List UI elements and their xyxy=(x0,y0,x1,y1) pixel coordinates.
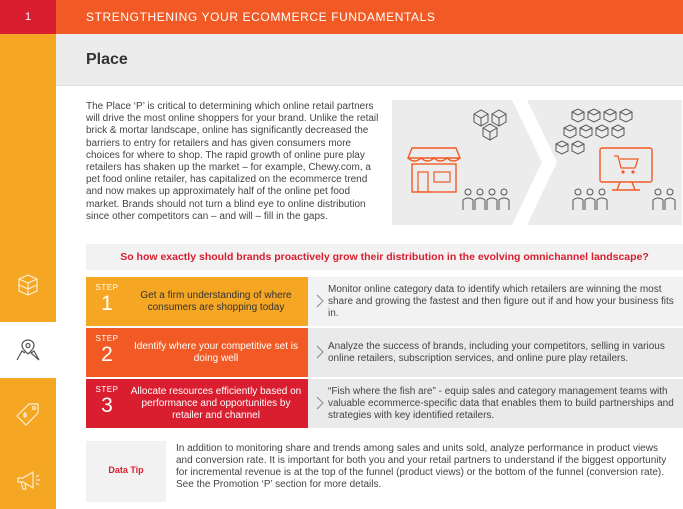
step-header xyxy=(86,328,308,377)
chevron-right-icon xyxy=(316,345,324,359)
step-label: STEP xyxy=(95,334,119,343)
header-title: STRENGTHENING YOUR ECOMMERCE FUNDAMENTALS xyxy=(86,10,436,24)
step-row xyxy=(86,379,683,428)
place-nav[interactable] xyxy=(0,322,56,378)
chevron-right-icon xyxy=(316,294,324,308)
boxes-nav[interactable] xyxy=(0,258,56,314)
step-number: 2 xyxy=(101,343,113,366)
data-tip-text: In addition to monitoring share and trends among sales and units sold, analyze performance in product views and conversion rate. It is important for both you and your retail partners to understand if the biggest opportunity for incremental revenue is at the top of the funnel (product views) or the bottom of the funnel (conversion rate). See the Promotion ‘P’ section for more details. xyxy=(176,443,667,491)
price-nav[interactable] xyxy=(0,386,56,442)
megaphone-icon xyxy=(13,465,43,495)
title-band xyxy=(56,34,683,86)
step-header xyxy=(86,277,308,326)
step-row xyxy=(86,277,683,326)
step-body xyxy=(308,328,683,377)
step-number: 3 xyxy=(101,394,113,417)
step-tag xyxy=(92,334,122,367)
step-body xyxy=(308,379,683,428)
boxes-icon xyxy=(13,271,43,301)
map-pin-icon xyxy=(13,335,43,365)
price-tag-icon xyxy=(13,399,43,429)
step-body xyxy=(308,277,683,326)
section-number: 1 xyxy=(0,0,56,34)
data-tip-label: Data Tip xyxy=(108,465,144,475)
step-description: Monitor online category data to identify which retailers are winning the most share and growing the fastest and then figure out if and how your business fits in. xyxy=(328,283,674,319)
distribution-graphic xyxy=(392,100,682,225)
step-title: Identify where your competitive set is doing well xyxy=(134,340,298,364)
data-tip-box xyxy=(86,441,166,502)
step-title: Allocate resources efficiently based on performance and opportunities by retailer and channel xyxy=(130,385,302,421)
step-number: 1 xyxy=(101,292,113,315)
question-banner: So how exactly should brands proactively grow their distribution in the evolving omnichannel landscape? xyxy=(86,244,683,270)
chevron-right-icon xyxy=(316,396,324,410)
promotion-nav[interactable] xyxy=(0,452,56,508)
page-title: Place xyxy=(86,51,128,68)
step-description: Analyze the success of brands, including your competitors, selling in various online retailers, subscription services, and online pure play retailers. xyxy=(328,340,665,364)
step-title: Get a firm understanding of where consumers are shopping today xyxy=(140,289,292,313)
step-label: STEP xyxy=(95,283,119,292)
step-row xyxy=(86,328,683,377)
step-tag xyxy=(92,385,122,418)
header-bar xyxy=(56,0,683,34)
intro-paragraph: The Place ‘P’ is critical to determining which online retail partners will drive the most online shoppers for your brand. Unlike the retail brick & mortar landscape, online has significantly decreased the barriers to entry for retailers and has given consumers more choices for where to shop. The rapid growth of online pure play retailers has shaken up the market – for example, Chewy.com, a pet food online retailer, has capitalized on the ecommerce trend and now makes up approximately half of the online pet food market. Brands should not turn a blind eye to online distribution since other competitors can – and will – fill in the gaps. xyxy=(86,101,379,222)
distribution-illustration xyxy=(392,100,682,225)
step-header xyxy=(86,379,308,428)
step-label: STEP xyxy=(95,385,119,394)
step-description: “Fish where the fish are” - equip sales and category management teams with valuable ecommerce-specific data that enables them to build partnerships and strategies with key identified retailers. xyxy=(328,385,674,421)
side-rail xyxy=(0,0,56,509)
step-tag xyxy=(92,283,122,316)
